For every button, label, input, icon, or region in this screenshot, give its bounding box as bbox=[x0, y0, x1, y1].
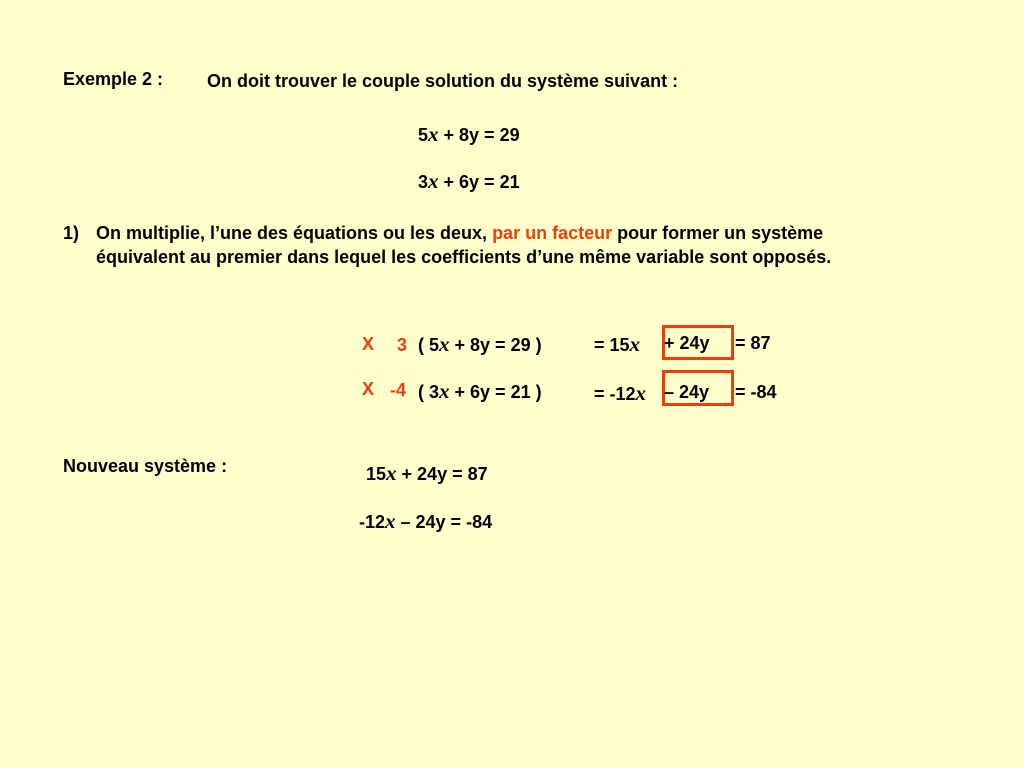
new-eq1-var: x bbox=[386, 461, 397, 485]
result-eq1-left bbox=[594, 334, 640, 355]
new-eq1-coef: 15 bbox=[366, 464, 387, 484]
factor-2: -4 bbox=[390, 380, 407, 400]
eq1-var: x bbox=[428, 122, 439, 146]
result-eq2-boxed: – 24y bbox=[664, 382, 710, 402]
result-eq1-prefix: = 15 bbox=[594, 335, 630, 355]
result-eq2-left bbox=[594, 383, 646, 404]
eq1-rest: + 8y = 29 bbox=[438, 125, 520, 145]
multiply-eq2-rest: + 6y = 21 ) bbox=[449, 382, 542, 402]
new-eq2-var: x bbox=[385, 509, 396, 533]
multiply-sign-1: X bbox=[362, 334, 375, 354]
step1-text-after: pour former un système équivalent au premier dans lequel les coefficients d’une même variable sont opposés. bbox=[96, 223, 832, 267]
system-eq2 bbox=[418, 171, 520, 192]
step1-paragraph bbox=[96, 221, 916, 269]
factor-1: 3 bbox=[397, 335, 408, 355]
eq2-rest: + 6y = 21 bbox=[438, 172, 520, 192]
result-eq1-boxed: + 24y bbox=[664, 333, 710, 353]
system-eq1 bbox=[418, 124, 520, 145]
new-system-eq1 bbox=[366, 463, 488, 484]
step1-highlight: par un facteur bbox=[492, 223, 613, 243]
multiply-eq1-var: x bbox=[439, 332, 450, 356]
intro-text: On doit trouver le couple solution du système suivant : bbox=[207, 71, 679, 91]
result-eq2-var: x bbox=[635, 381, 647, 405]
multiply-eq2-open: ( 3 bbox=[418, 382, 440, 402]
result-eq1-suffix: = 87 bbox=[735, 333, 771, 353]
multiply-sign-2: X bbox=[362, 379, 375, 399]
result-eq1-var: x bbox=[629, 332, 641, 356]
eq2-coef: 3 bbox=[418, 172, 429, 192]
step1-text-before: On multiplie, l’une des équations ou les deux, bbox=[96, 223, 493, 243]
example-label: Exemple 2 : bbox=[63, 69, 164, 89]
eq1-coef: 5 bbox=[418, 125, 429, 145]
new-eq2-coef: -12 bbox=[359, 512, 386, 532]
multiply-eq1-open: ( 5 bbox=[418, 335, 440, 355]
new-system-eq2 bbox=[359, 511, 492, 532]
new-system-label: Nouveau système : bbox=[63, 456, 228, 476]
new-eq2-rest: – 24y = -84 bbox=[395, 512, 493, 532]
result-eq2-prefix: = -12 bbox=[594, 384, 636, 404]
multiply-eq1-rest: + 8y = 29 ) bbox=[449, 335, 542, 355]
multiply-eq1 bbox=[418, 334, 542, 355]
new-eq1-rest: + 24y = 87 bbox=[396, 464, 488, 484]
multiply-eq2 bbox=[418, 381, 542, 402]
step1-number: 1) bbox=[63, 223, 80, 243]
multiply-eq2-var: x bbox=[439, 379, 450, 403]
eq2-var: x bbox=[428, 169, 439, 193]
result-eq2-suffix: = -84 bbox=[735, 382, 777, 402]
